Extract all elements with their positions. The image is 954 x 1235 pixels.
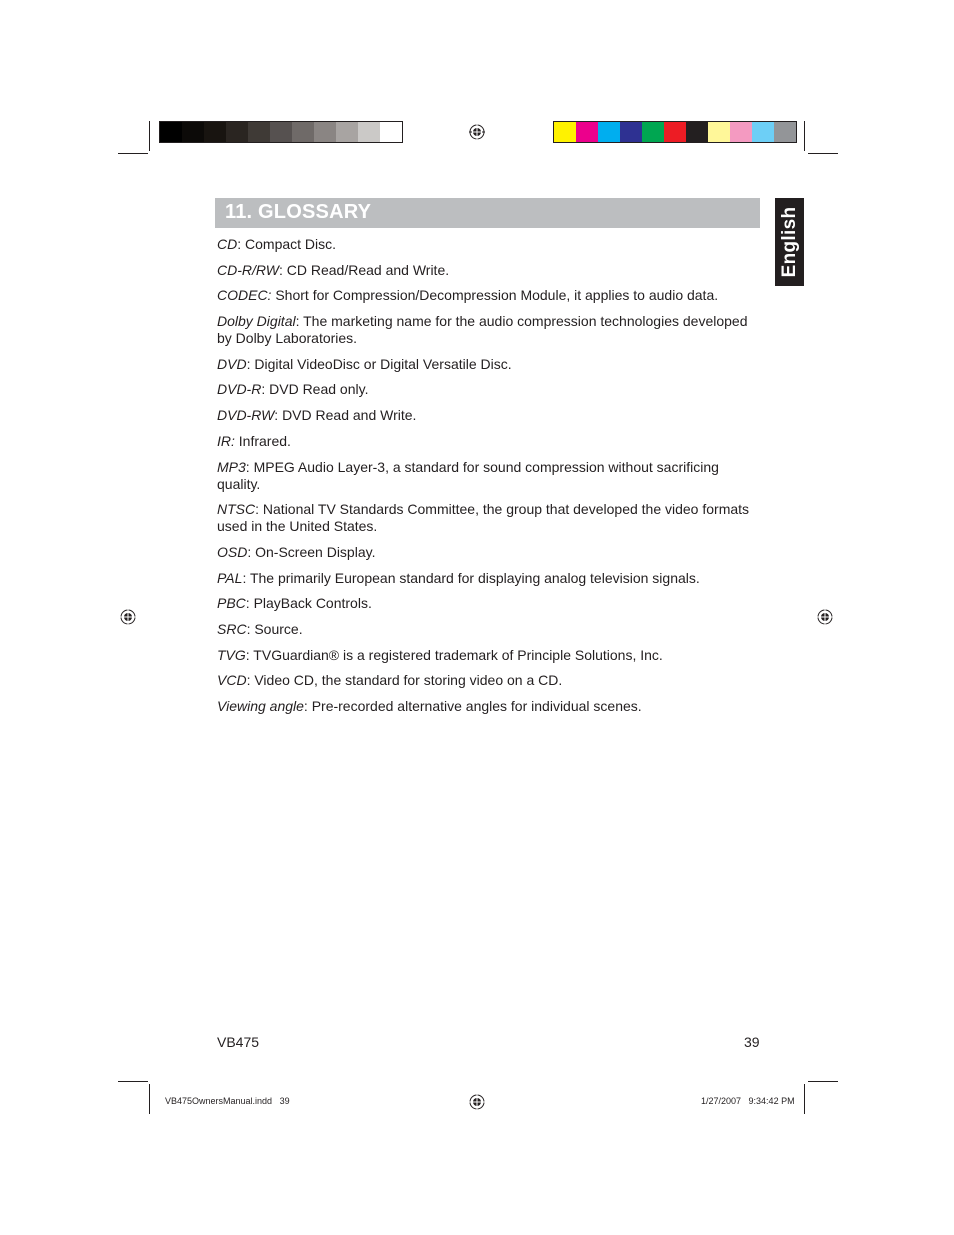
section-title: 11. GLOSSARY xyxy=(225,201,372,223)
glossary-entry xyxy=(217,459,757,493)
glossary-definition: : Source. xyxy=(246,620,303,637)
glossary-entry xyxy=(217,433,757,450)
glossary-entry xyxy=(217,544,757,561)
glossary-entry xyxy=(217,595,757,612)
grayscale-swatch xyxy=(336,122,358,142)
grayscale-swatch xyxy=(226,122,248,142)
language-tab-label: English xyxy=(778,206,800,278)
language-tab xyxy=(775,198,804,286)
glossary-entry xyxy=(217,570,757,587)
glossary-term: CODEC: xyxy=(217,287,272,304)
glossary-term: TVG xyxy=(217,646,246,663)
glossary-term: OSD xyxy=(217,543,248,560)
grayscale-swatch xyxy=(204,122,226,142)
footer-page-number: 39 xyxy=(744,1034,760,1050)
glossary-definition: Infrared. xyxy=(234,432,291,449)
process-color-swatch xyxy=(708,122,730,142)
crop-mark-bottom-left-h xyxy=(118,1081,148,1082)
glossary-entry xyxy=(217,356,757,373)
glossary-entry xyxy=(217,287,757,304)
slug-file-name: VB475OwnersManual.indd 39 xyxy=(165,1096,290,1106)
process-color-swatch xyxy=(620,122,642,142)
glossary-definition: : Video CD, the standard for storing video on a CD. xyxy=(246,672,563,689)
glossary-definition: : National TV Standards Committee, the group that developed the video formats used in the United States. xyxy=(217,501,753,535)
registration-mark-bottom-icon xyxy=(469,1094,485,1110)
registration-mark-right-icon xyxy=(817,609,833,625)
glossary-entry xyxy=(217,407,757,424)
glossary-list xyxy=(217,236,757,724)
glossary-definition: : TVGuardian® is a registered trademark of Principle Solutions, Inc. xyxy=(245,646,663,663)
crop-mark-bottom-left-v xyxy=(149,1084,150,1114)
glossary-entry xyxy=(217,698,757,715)
process-color-swatch xyxy=(598,122,620,142)
glossary-term: DVD-RW xyxy=(217,407,275,424)
glossary-definition: : CD Read/Read and Write. xyxy=(278,261,450,278)
grayscale-color-bar xyxy=(159,121,403,143)
grayscale-swatch xyxy=(292,122,314,142)
glossary-term: SRC xyxy=(217,620,247,637)
glossary-entry xyxy=(217,647,757,664)
footer-model: VB475 xyxy=(217,1034,260,1050)
glossary-definition: : The primarily European standard for displaying analog television signals. xyxy=(242,569,700,586)
glossary-term: Viewing angle xyxy=(217,698,304,714)
glossary-definition: : Pre-recorded alternative angles for individual scenes. xyxy=(303,698,642,714)
glossary-definition: : MPEG Audio Layer-3, a standard for sound compression without sacrificing quality. xyxy=(217,458,723,492)
grayscale-swatch xyxy=(380,122,402,142)
process-color-swatch xyxy=(730,122,752,142)
glossary-term: PAL xyxy=(217,569,243,586)
registration-mark-left-icon xyxy=(120,609,136,625)
glossary-definition: Short for Compression/Decompression Module, it applies to audio data. xyxy=(271,287,719,304)
grayscale-swatch xyxy=(248,122,270,142)
glossary-term: DVD xyxy=(217,355,247,372)
glossary-definition: : On-Screen Display. xyxy=(247,543,376,560)
glossary-term: VCD xyxy=(217,672,247,689)
glossary-definition: : PlayBack Controls. xyxy=(245,595,372,612)
glossary-entry xyxy=(217,621,757,638)
process-color-swatch xyxy=(752,122,774,142)
grayscale-swatch xyxy=(270,122,292,142)
glossary-definition: : DVD Read only. xyxy=(261,381,369,398)
crop-mark-top-left-v xyxy=(149,121,150,151)
glossary-term: NTSC xyxy=(217,501,256,518)
glossary-term: Dolby Digital xyxy=(217,313,296,330)
process-color-swatch xyxy=(576,122,598,142)
glossary-entry xyxy=(217,262,757,279)
section-heading xyxy=(215,198,760,228)
glossary-term: CD-R/RW xyxy=(217,261,279,278)
grayscale-swatch xyxy=(358,122,380,142)
glossary-term: IR: xyxy=(217,432,235,449)
glossary-term: PBC xyxy=(217,595,246,612)
slug-timestamp: 1/27/2007 9:34:42 PM xyxy=(701,1096,795,1106)
glossary-definition: : Compact Disc. xyxy=(237,236,337,252)
glossary-term: DVD-R xyxy=(217,381,262,398)
glossary-entry xyxy=(217,672,757,689)
process-color-bar xyxy=(553,121,797,143)
crop-mark-bottom-right-h xyxy=(808,1081,838,1082)
glossary-term: CD xyxy=(217,236,238,252)
glossary-entry xyxy=(217,313,757,347)
glossary-definition: : DVD Read and Write. xyxy=(274,407,417,424)
crop-mark-top-right-h xyxy=(808,153,838,154)
process-color-swatch xyxy=(664,122,686,142)
grayscale-swatch xyxy=(182,122,204,142)
glossary-term: MP3 xyxy=(217,458,246,475)
process-color-swatch xyxy=(642,122,664,142)
glossary-definition: : Digital VideoDisc or Digital Versatile Disc. xyxy=(246,355,512,372)
crop-mark-bottom-right-v xyxy=(804,1084,805,1114)
glossary-entry xyxy=(217,501,757,535)
process-color-swatch xyxy=(774,122,796,142)
glossary-entry xyxy=(217,381,757,398)
process-color-swatch xyxy=(686,122,708,142)
glossary-entry xyxy=(217,236,757,253)
registration-mark-top-icon xyxy=(469,124,485,140)
crop-mark-top-left-h xyxy=(118,153,148,154)
process-color-swatch xyxy=(554,122,576,142)
grayscale-swatch xyxy=(160,122,182,142)
grayscale-swatch xyxy=(314,122,336,142)
crop-mark-top-right-v xyxy=(804,121,805,151)
glossary-definition: : The marketing name for the audio compression technologies developed by Dolby Laboratories. xyxy=(217,313,752,347)
